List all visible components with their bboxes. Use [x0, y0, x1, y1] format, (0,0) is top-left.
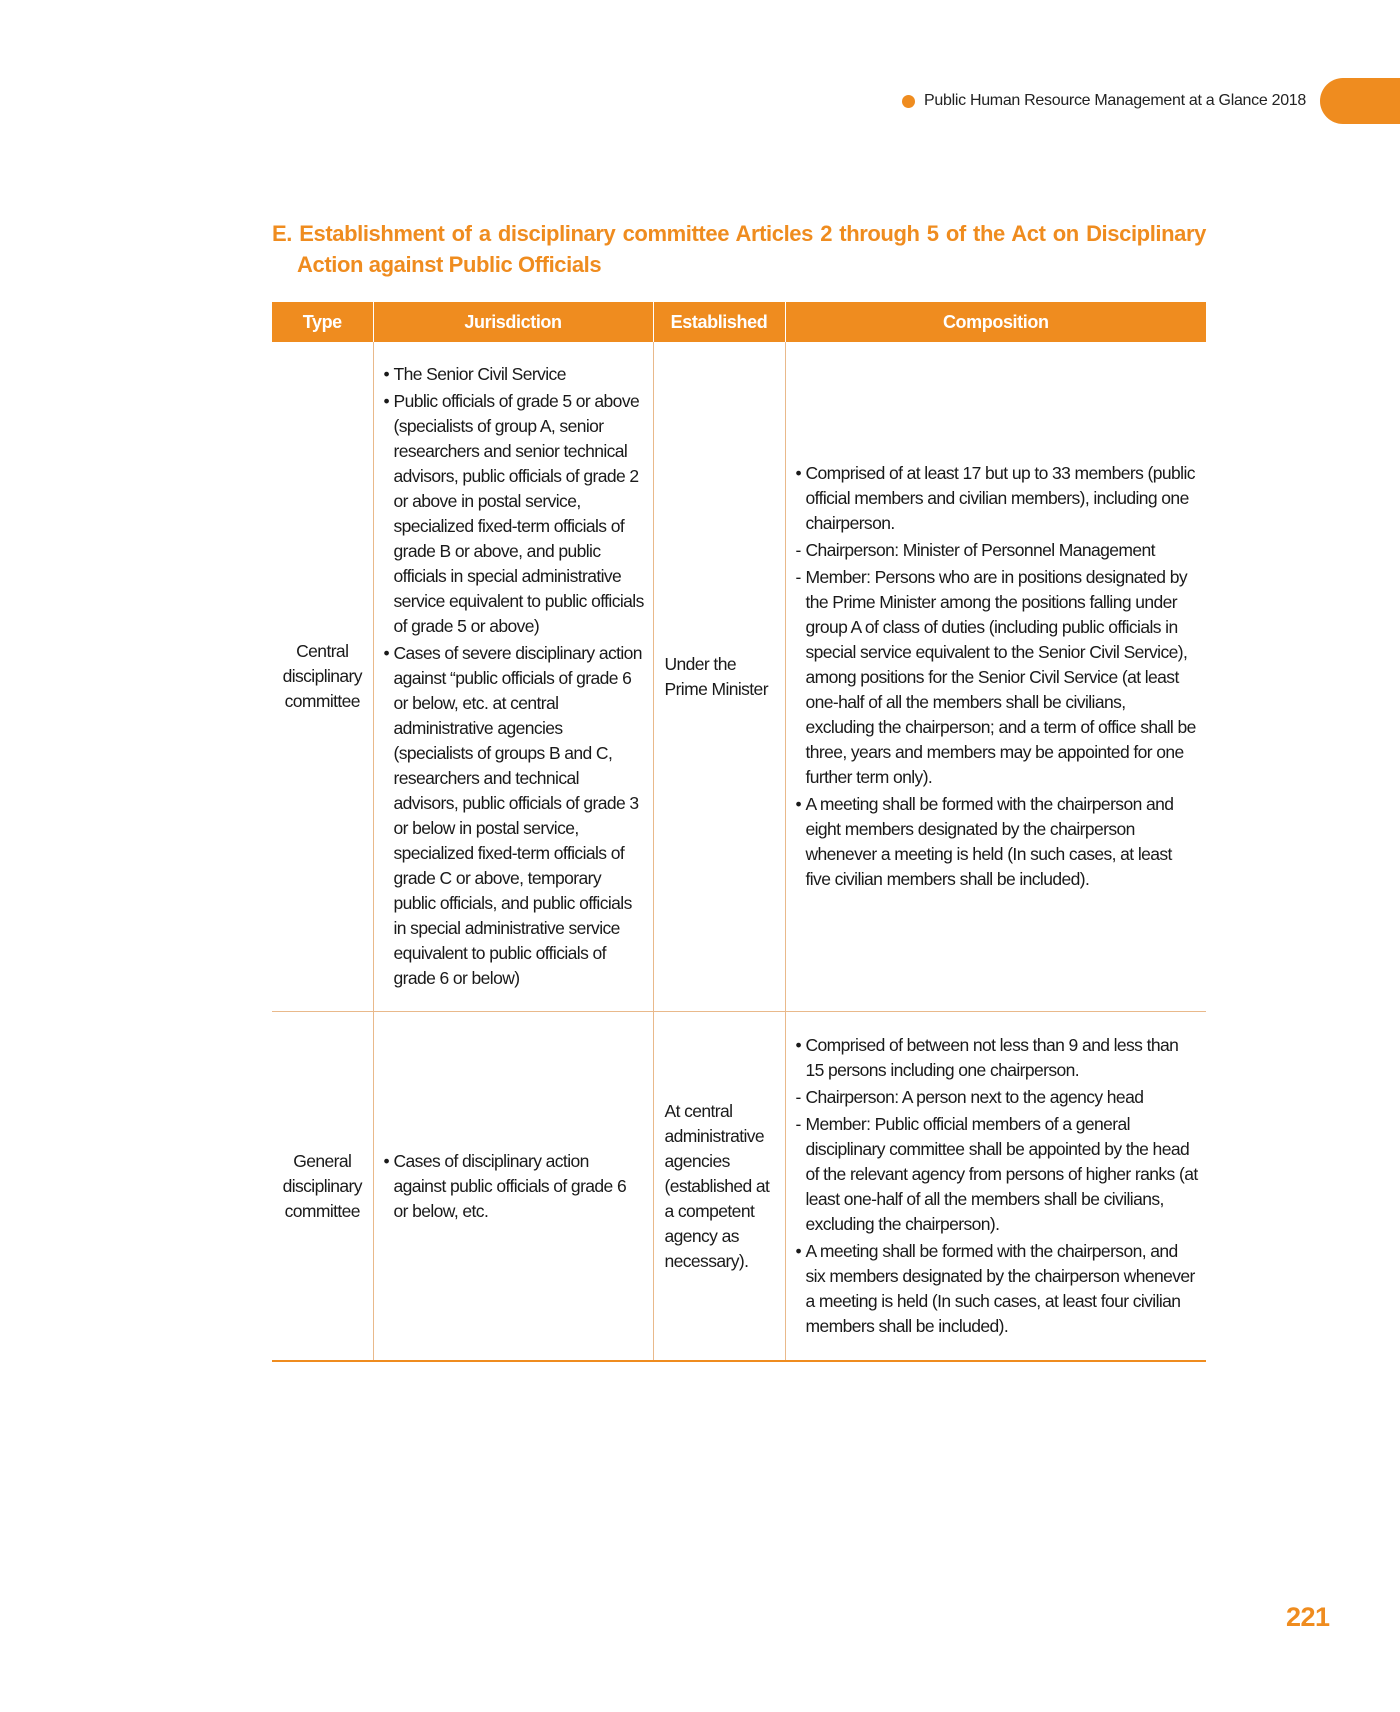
list-item: - Member: Persons who are in positions designated by the Prime Minister among the positions falling under group A of class of duties (including public officials in special service equivalent to the Senior Civil Service), among positions for the Senior Civil Service (at least one-half of all the members shall be civilians, excluding the chairperson; and a term of office shall be three, years and members may be appointed for one further term only). — [796, 565, 1199, 790]
committee-table — [272, 302, 1206, 1362]
list-item: - Chairperson: A person next to the agency head — [796, 1085, 1199, 1110]
jurisdiction-cell — [373, 1012, 653, 1362]
list-item: • Public officials of grade 5 or above (specialists of group A, senior researchers and senior technical advisors, public officials of grade 2 or above in postal service, specialized fixed-term officials of grade B or above, and public officials in special administrative service equivalent to public officials of grade 5 or above) — [384, 389, 645, 639]
running-title: Public Human Resource Management at a Glance 2018 — [924, 92, 1306, 109]
list-item: • Comprised of at least 17 but up to 33 members (public official members and civilian members), including one chairperson. — [796, 461, 1199, 536]
composition-cell — [785, 342, 1206, 1012]
list-item: • Cases of severe disciplinary action against “public officials of grade 6 or below, etc. at central administrative agencies (specialists of groups B and C, researchers and technical advisors, public officials of grade 3 or below in postal service, specialized fixed-term officials of grade C or above, temporary public officials, and public officials in special administrative service equivalent to public officials of grade 6 or below) — [384, 641, 645, 991]
bullet-dot-icon — [902, 95, 915, 108]
column-header-jurisdiction: Jurisdiction — [373, 302, 653, 342]
chapter-edge-tab — [1320, 78, 1400, 124]
section-title: E. Establishment of a disciplinary committee Articles 2 through 5 of the Act on Disciplinary Action against Public Officials — [272, 221, 1206, 277]
column-header-composition: Composition — [785, 302, 1206, 342]
type-cell: Central disciplinary committee — [272, 342, 373, 1012]
jurisdiction-cell — [373, 342, 653, 1012]
established-cell: At central administrative agencies (established at a competent agency as necessary). — [653, 1012, 785, 1362]
running-header — [902, 92, 1306, 110]
list-item: • The Senior Civil Service — [384, 362, 645, 387]
list-item: - Chairperson: Minister of Personnel Management — [796, 538, 1199, 563]
column-header-type: Type — [272, 302, 373, 342]
list-item: • A meeting shall be formed with the chairperson and eight members designated by the chairperson whenever a meeting is held (In such cases, at least five civilian members shall be included). — [796, 792, 1199, 892]
list-item: - Member: Public official members of a general disciplinary committee shall be appointed by the head of the relevant agency from persons of higher ranks (at least one-half of all the members shall be civilians, excluding the chairperson). — [796, 1112, 1199, 1237]
list-item: • Comprised of between not less than 9 and less than 15 persons including one chairperson. — [796, 1033, 1199, 1083]
table-row — [272, 1012, 1206, 1362]
list-item: • A meeting shall be formed with the chairperson, and six members designated by the chairperson whenever a meeting is held (In such cases, at least four civilian members shall be included). — [796, 1239, 1199, 1339]
column-header-established: Established — [653, 302, 785, 342]
composition-cell — [785, 1012, 1206, 1362]
established-cell: Under the Prime Minister — [653, 342, 785, 1012]
type-cell: General disciplinary committee — [272, 1012, 373, 1362]
table-header-row — [272, 302, 1206, 342]
page-number: 221 — [1286, 1602, 1330, 1632]
list-item: • Cases of disciplinary action against public officials of grade 6 or below, etc. — [384, 1149, 645, 1224]
table-row — [272, 342, 1206, 1012]
